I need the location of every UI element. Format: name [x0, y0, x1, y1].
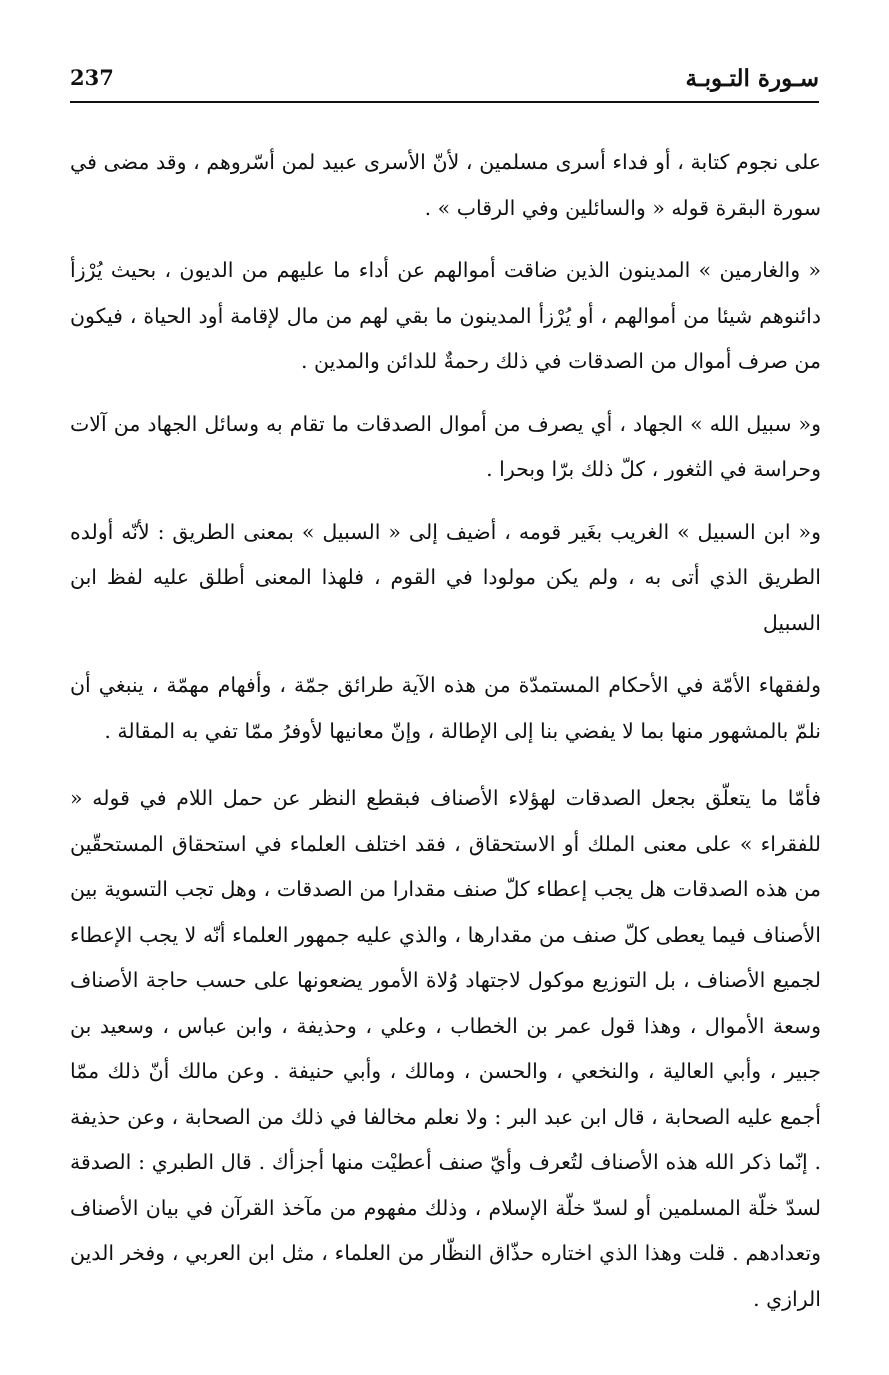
- paragraph-ibn-sabil: و« ابن السبيل » الغريب بغَير قومه ، أضيف إلى « السبيل » بمعنى الطريق : لأنّه أولده الطريق الذي أتى به ، ولم يكن مولودا في القوم ، فلهذا المعنى أطلق عليه لفظ ابن السبيل: [70, 519, 821, 635]
- page-body: [70, 140, 821, 1339]
- paragraph-riqab: على نجوم كتابة ، أو فداء أسرى مسلمين ، لأنّ الأسرى عبيد لمن أسّروهم ، وقد مضى في سورة البقرة قوله « والسائلين وفي الرقاب » .: [70, 150, 821, 220]
- paragraph-distribution: فأمّا ما يتعلّق بجعل الصدقات لهؤلاء الأصناف فبقطع النظر عن حمل اللام في قوله « للفقراء » على معنى الملك أو الاستحقاق ، فقد اختلف العلماء في استحقاق المستحقّين من هذه الصدقات هل يجب إعطاء كلّ صنف مقدارا من الصدقات ، وهل تجب التسوية بين الأصناف فيما يعطى كلّ صنف من مقدارها ، والذي عليه جمهور العلماء أنّه لا يجب الإعطاء لجميع الأصناف ، بل التوزيع موكول لاجتهاد وُلاة الأمور يضعونها على حسب حاجة الأصناف وسعة الأموال ، وهذا قول عمر بن الخطاب ، وعلي ، وحذيفة ، وابن عباس ، وسعيد بن جبير ، وأبي العالية ، والنخعي ، والحسن ، ومالك ، وأبي حنيفة . وعن مالك أنّ ذلك ممّا أجمع عليه الصحابة ، قال ابن عبد البر : ولا نعلم مخالفا في ذلك من الصحابة ، وعن حذيفة . إنّما ذكر الله هذه الأصناف لتُعرف وأيّ صنف أعطيْت منها أجزأك . قال الطبري : الصدقة لسدّ خلّة المسلمين أو لسدّ خلّة الإسلام ، وذلك مفهوم من مآخذ القرآن في بيان الأصناف وتعدادهم . قلت وهذا الذي اختاره حذّاق النظّار من العلماء ، مثل ابن العربي ، وفخر الدين الرازي .: [70, 786, 821, 1311]
- paragraph-fuqaha: ولفقهاء الأمّة في الأحكام المستمدّة من هذه الآية طرائق جمّة ، وأفهام مهمّة ، ينبغي أن نلمّ بالمشهور منها بما لا يفضي بنا إلى الإطالة ، وإنّ معانيها لأوفرُ ممّا تفي به المقالة .: [70, 673, 821, 743]
- header-rule: [70, 101, 819, 103]
- page-header: [70, 58, 819, 98]
- paragraph-gharimin: « والغارمين » المدينون الذين ضاقت أموالهم عن أداء ما عليهم من الديون ، بحيث يُرْزأ دائنوهم شيئا من أموالهم ، أو يُرْزأ المدينون ما بقي لهم من مال لإقامة أود الحياة ، فيكون من صرف أموال من الصدقات في ذلك رحمةٌ للدائن والمدين .: [70, 258, 821, 373]
- running-title: سـورة التـوبـة: [685, 65, 819, 92]
- page-number: 237: [70, 65, 114, 90]
- paragraph-sabil-allah: و« سبيل الله » الجهاد ، أي يصرف من أموال الصدقات ما تقام به وسائل الجهاد من آلات وحراسة في الثغور ، كلّ ذلك برّا وبحرا .: [70, 411, 821, 481]
